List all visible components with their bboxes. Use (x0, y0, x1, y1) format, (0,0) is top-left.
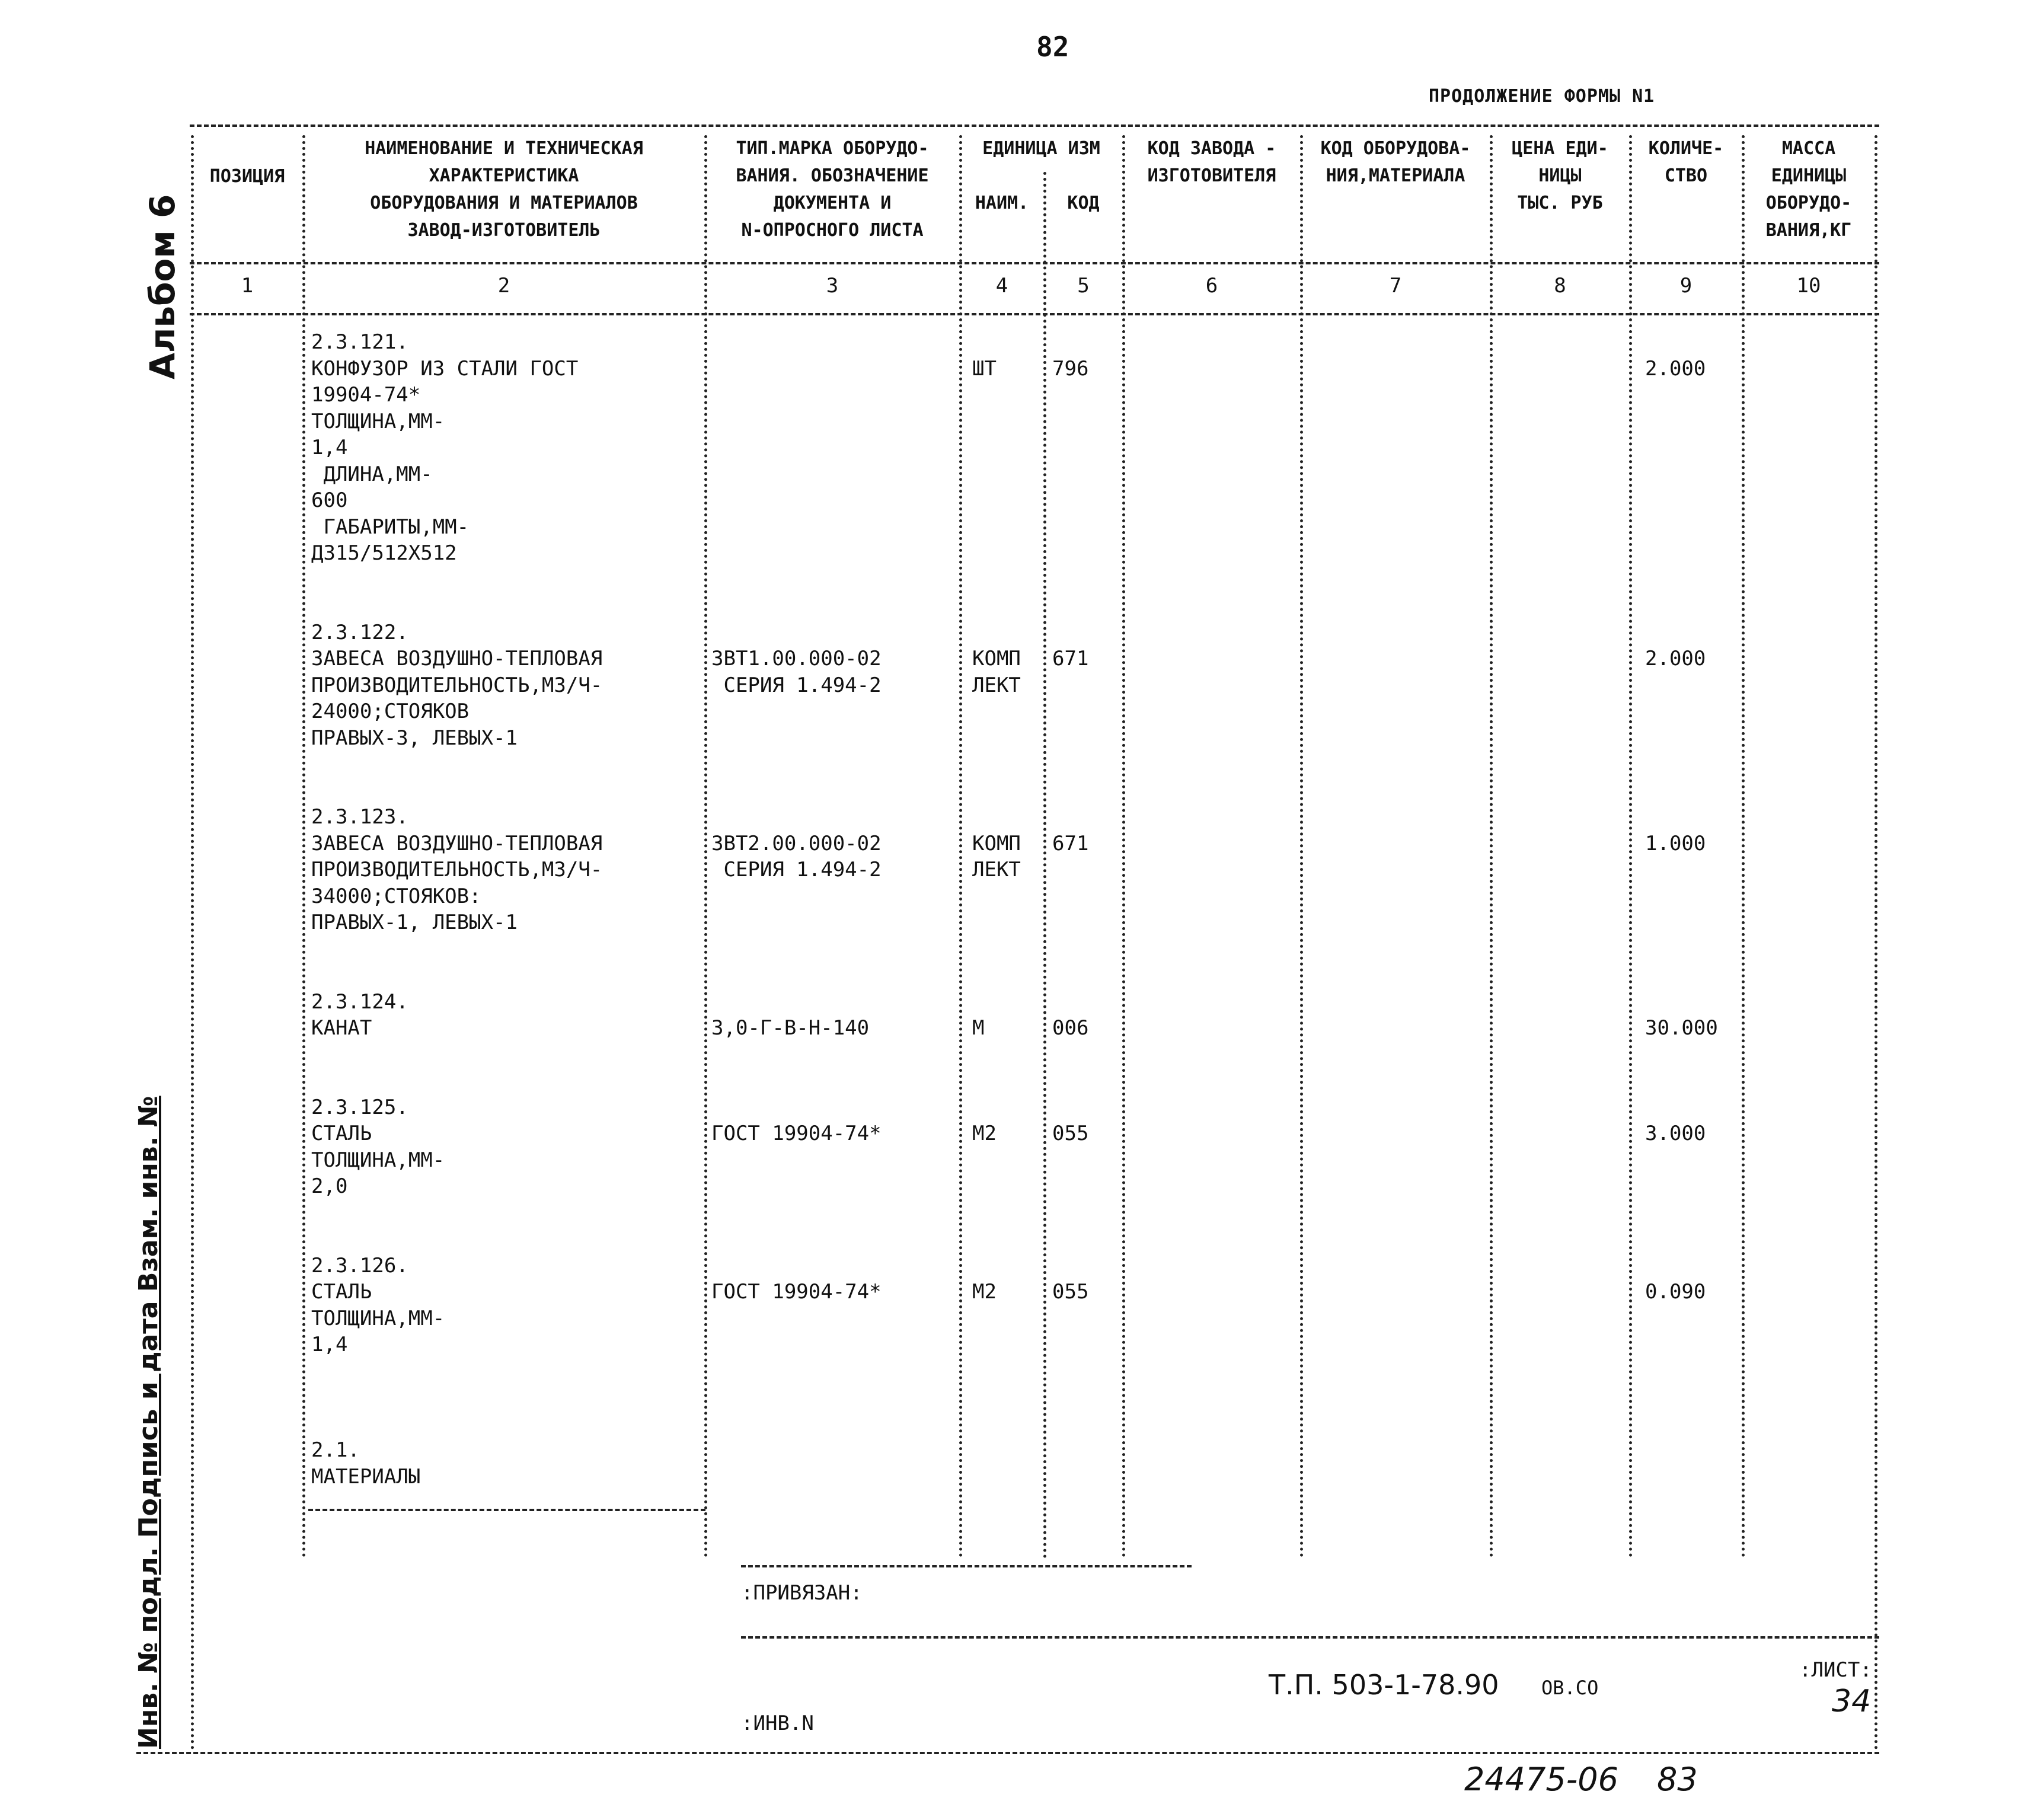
table-row (0, 1147, 2031, 1174)
footer-code: 24475-06 (1464, 1761, 1618, 1798)
table-row (0, 1015, 2031, 1042)
cell-name: ПРАВЫХ-1, ЛЕВЫХ-1 (311, 911, 518, 934)
cell-quantity: 2.000 (1645, 647, 1706, 670)
form-continuation-title: ПРОДОЛЖЕНИЕ ФОРМЫ N1 (1429, 86, 1655, 107)
table-row (0, 593, 2031, 620)
cell-name: 1,4 (311, 436, 348, 459)
cell-name: 19904-74* (311, 383, 421, 407)
table-row (0, 725, 2031, 752)
colnum-6: 6 (1205, 274, 1218, 298)
table-row (0, 1094, 2031, 1121)
cell-name: ЗАВЕСА ВОЗДУШНО-ТЕПЛОВАЯ (311, 647, 603, 670)
colnum-9: 9 (1679, 274, 1692, 298)
table-row (0, 883, 2031, 910)
header-unit-name: НАИМ. (975, 193, 1029, 213)
cell-type: СЕРИЯ 1.494-2 (711, 858, 882, 882)
cell-name: 2,0 (311, 1174, 348, 1198)
table-row (0, 461, 2031, 488)
header-equipment-code: КОД ОБОРУДОВА- НИЯ,МАТЕРИАЛА (1320, 138, 1471, 186)
cell-name: Д315/512X512 (311, 541, 457, 565)
cell-name: ГАБАРИТЫ,ММ- (311, 515, 470, 539)
cell-quantity: 0.090 (1645, 1280, 1706, 1304)
page-number: 82 (1036, 31, 1069, 63)
table-row (0, 1437, 2031, 1464)
materials-underline (308, 1509, 705, 1511)
cell-unit-code: 055 (1052, 1122, 1089, 1145)
table-row (0, 1279, 2031, 1305)
cell-name: ПРОИЗВОДИТЕЛЬНОСТЬ,М3/Ч- (311, 673, 603, 697)
side-inventory-label: Инв. № подл. Подпись и дата Взам. инв. № (133, 1096, 164, 1749)
header-bottom-rule (190, 262, 1879, 264)
cell-type: ЗВТ1.00.000-02 (711, 647, 882, 670)
cell-unit-name: ШТ (972, 356, 997, 381)
colnum-bottom-rule (190, 313, 1879, 315)
table-bottom-rule (136, 1752, 1879, 1754)
table-row (0, 751, 2031, 778)
table-row (0, 1384, 2031, 1411)
stamp-sheet-number: 34 (1832, 1684, 1872, 1719)
cell-quantity: 3.000 (1645, 1122, 1706, 1145)
cell-name: СТАЛЬ (311, 1122, 372, 1145)
table-row (0, 1332, 2031, 1358)
stamp-doc-code: Т.П. 503-1-78.90 (1269, 1669, 1499, 1701)
table-row (0, 620, 2031, 646)
cell-type: 3,0-Г-В-Н-140 (711, 1016, 870, 1040)
cell-name: 2.3.121. (311, 330, 408, 354)
table-row (0, 857, 2031, 883)
side-album-label: Альбом 6 (142, 194, 183, 379)
cell-type: ГОСТ 19904-74* (711, 1280, 882, 1304)
stamp-doc-suffix: ОВ.СО (1541, 1677, 1599, 1699)
cell-name: 600 (311, 488, 348, 512)
header-mass: МАССА ЕДИНИЦЫ ОБОРУДО- ВАНИЯ,КГ (1765, 138, 1852, 241)
cell-unit-name: КОМП (972, 647, 1021, 670)
table-row (0, 936, 2031, 963)
colnum-1: 1 (241, 274, 254, 298)
cell-name: 2.3.123. (311, 805, 408, 829)
table-row (0, 540, 2031, 567)
cell-name: 34000;СТОЯКОВ: (311, 884, 481, 908)
cell-name: ТОЛЩИНА,ММ- (311, 1306, 445, 1330)
cell-type: СЕРИЯ 1.494-2 (711, 673, 882, 697)
cell-name: ПРОИЗВОДИТЕЛЬНОСТЬ,М3/Ч- (311, 858, 603, 882)
table-row (0, 1173, 2031, 1200)
colnum-4: 4 (995, 274, 1008, 298)
cell-unit-code: 671 (1052, 647, 1089, 670)
table-row (0, 1464, 2031, 1490)
cell-type: ЗВТ2.00.000-02 (711, 831, 882, 855)
table-row (0, 329, 2031, 356)
cell-unit-name: КОМП (972, 831, 1021, 855)
stamp-sheet-label: :ЛИСТ: (1799, 1658, 1872, 1682)
table-row (0, 778, 2031, 804)
table-row (0, 1042, 2031, 1068)
header-quantity: КОЛИЧЕ- СТВО (1648, 138, 1724, 186)
cell-quantity: 30.000 (1645, 1016, 1718, 1040)
stamp-privyazan: :ПРИВЯЗАН: (741, 1581, 863, 1605)
colnum-2: 2 (497, 274, 510, 298)
table-top-rule (190, 124, 1879, 127)
cell-unit-code: 671 (1052, 831, 1089, 855)
header-type: ТИП.МАРКА ОБОРУДО- ВАНИЯ. ОБОЗНАЧЕНИЕ ДОКУМЕНТА И N-ОПРОСНОГО ЛИСТА (736, 138, 929, 241)
colnum-7: 7 (1389, 274, 1402, 298)
cell-unit-name: М (972, 1016, 985, 1040)
table-row (0, 1200, 2031, 1227)
table-row (0, 672, 2031, 699)
footer-page: 83 (1657, 1761, 1698, 1798)
table-row (0, 831, 2031, 857)
cell-name: СТАЛЬ (311, 1280, 372, 1304)
table-row (0, 567, 2031, 593)
cell-name: ЗАВЕСА ВОЗДУШНО-ТЕПЛОВАЯ (311, 831, 603, 855)
cell-name: 2.3.126. (311, 1253, 408, 1278)
header-name: НАИМЕНОВАНИЕ И ТЕХНИЧЕСКАЯ ХАРАКТЕРИСТИКА ОБОРУДОВАНИЯ И МАТЕРИАЛОВ ЗАВОД-ИЗГОТОВИТЕЛЬ (365, 138, 643, 241)
cell-name: 2.3.122. (311, 620, 408, 644)
colnum-10: 10 (1796, 274, 1821, 298)
table-row (0, 356, 2031, 382)
cell-unit-code: 055 (1052, 1280, 1089, 1304)
cell-unit-code: 006 (1052, 1016, 1089, 1040)
table-row (0, 1068, 2031, 1094)
cell-name: 2.1. (311, 1438, 360, 1462)
cell-name: ТОЛЩИНА,ММ- (311, 1148, 445, 1172)
cell-name: ТОЛЩИНА,ММ- (311, 409, 445, 433)
table-row (0, 646, 2031, 672)
colnum-5: 5 (1077, 274, 1090, 298)
table-row (0, 1411, 2031, 1438)
header-plant-code: КОД ЗАВОДА - ИЗГОТОВИТЕЛЯ (1147, 138, 1276, 186)
colnum-8: 8 (1554, 274, 1566, 298)
table-row (0, 514, 2031, 541)
table-row (0, 1120, 2031, 1147)
table-row (0, 1226, 2031, 1253)
cell-name: МАТЕРИАЛЫ (311, 1464, 421, 1489)
colnum-3: 3 (826, 274, 839, 298)
stamp-mid-rule (741, 1636, 1879, 1639)
cell-name: КАНАТ (311, 1016, 372, 1040)
table-row (0, 1305, 2031, 1332)
cell-name: КОНФУЗОР ИЗ СТАЛИ ГОСТ (311, 356, 579, 381)
cell-quantity: 1.000 (1645, 831, 1706, 855)
cell-name: 2.3.124. (311, 989, 408, 1014)
cell-unit-name: ЛЕКТ (972, 673, 1021, 697)
stamp-inv: :ИНВ.N (741, 1712, 814, 1735)
cell-unit-name: М2 (972, 1122, 997, 1145)
table-row (0, 989, 2031, 1016)
cell-unit-code: 796 (1052, 356, 1089, 381)
table-row (0, 962, 2031, 989)
cell-name: 24000;СТОЯКОВ (311, 700, 470, 723)
table-row (0, 435, 2031, 461)
cell-quantity: 2.000 (1645, 356, 1706, 381)
table-row (0, 382, 2031, 408)
cell-name: 1,4 (311, 1333, 348, 1356)
cell-unit-name: М2 (972, 1280, 997, 1304)
stamp-top-rule (741, 1565, 1192, 1567)
cell-type: ГОСТ 19904-74* (711, 1122, 882, 1145)
header-unit-group: ЕДИНИЦА ИЗМ (982, 138, 1100, 159)
table-row (0, 909, 2031, 936)
table-row (0, 408, 2031, 435)
header-position: ПОЗИЦИЯ (209, 166, 285, 187)
header-unit-price: ЦЕНА ЕДИ- НИЦЫ ТЫС. РУБ (1512, 138, 1608, 213)
table-row (0, 1253, 2031, 1279)
cell-name: ПРАВЫХ-3, ЛЕВЫХ-1 (311, 726, 518, 750)
cell-name: 2.3.125. (311, 1095, 408, 1119)
table-row (0, 804, 2031, 831)
cell-name: ДЛИНА,ММ- (311, 462, 433, 486)
cell-unit-name: ЛЕКТ (972, 858, 1021, 882)
table-row (0, 1358, 2031, 1385)
table-row (0, 698, 2031, 725)
header-unit-code: КОД (1067, 193, 1100, 213)
table-row (0, 487, 2031, 514)
